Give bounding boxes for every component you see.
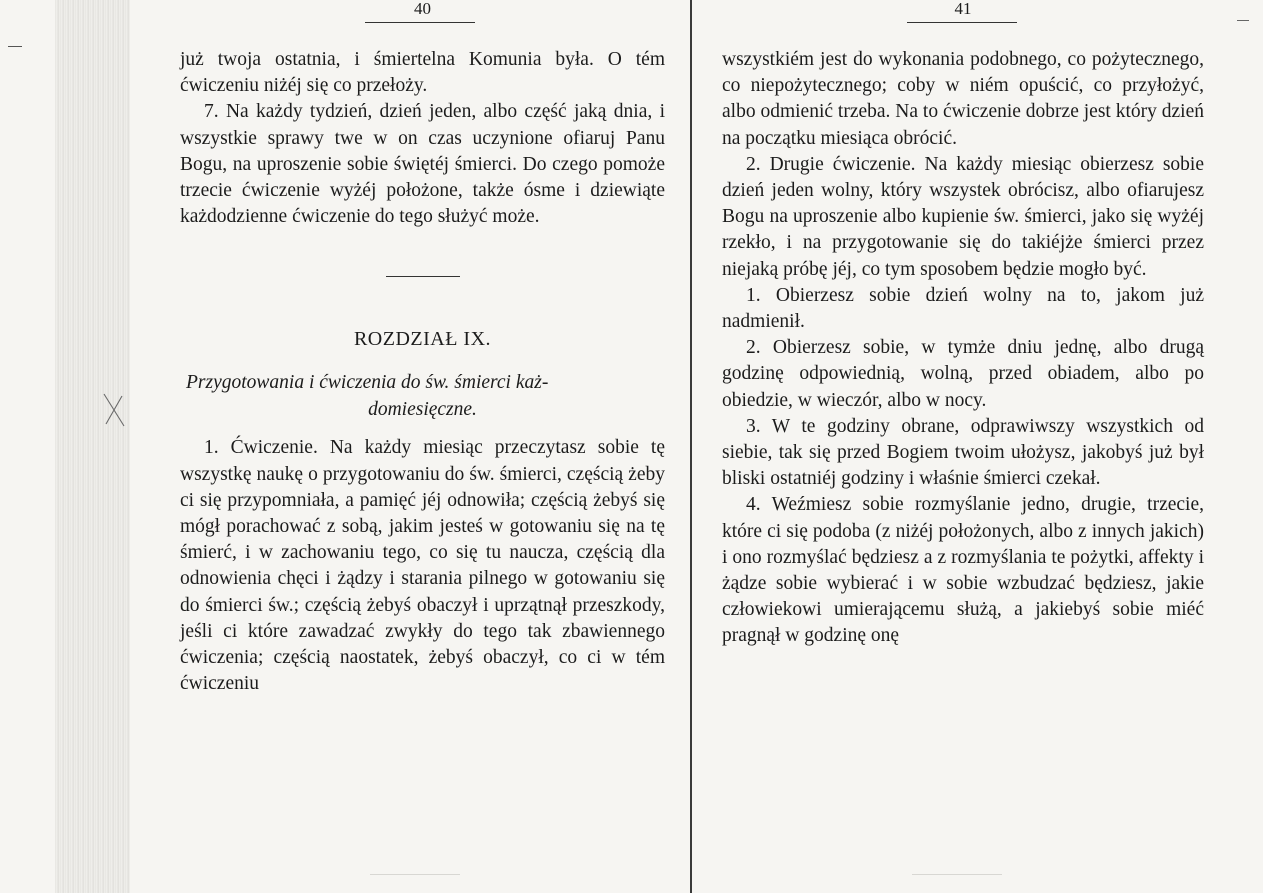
folio-rule (907, 22, 1017, 23)
right-page (722, 0, 1204, 893)
right-page-text (722, 47, 1204, 650)
chapter-subtitle (180, 369, 665, 423)
binding-shadow (55, 0, 130, 893)
edge-mark (8, 46, 22, 47)
chapter-subtitle-line1: Przygotowania i ćwiczenia do św. śmierci każ- (186, 372, 549, 394)
edge-mark-right (1237, 20, 1249, 21)
paragraph: już twoja ostatnia, i śmiertelna Komunia była. O tém ćwiczeniu niżéj się co przełoży. (180, 49, 665, 97)
paragraph: 1. Obierzesz sobie dzień wolny na to, jakom już nadmienił. (722, 284, 1204, 333)
paragraph: 4. Weźmiesz sobie rozmyślanie jedno, drugie, trzecie, które ci się podoba (z niżéj położonych, albo z innych jakich) i ono rozmyślać będziesz a z rozmyślania te pożytki, affekty i żądze sobie wybierać i w sobie wzbudzać będziesz, jakie człowiekowi umierającemu służą, a jakiebyś sobie miéć pragnął w godzinę onę (722, 494, 1204, 647)
paragraph: 2. Obierzesz sobie, w tymże dniu jednę, albo drugą godzinę odpowiednią, wolną, przed obiadem, albo po obiedzie, w wieczór, albo w nocy. (722, 337, 1204, 411)
left-page (180, 0, 665, 893)
chapter-rule (386, 276, 460, 277)
page-number: 41 (954, 0, 972, 18)
paragraph: wszystkiém jest do wykonania podobnego, co pożytecznego, co niepożytecznego; coby w niém opuścić, co przyłożyć, albo odmienić trzeba. Na to ćwiczenie dobrze jest który dzień na początku miesiąca obrócić. (722, 49, 1204, 149)
chapter-title: ROZDZIAŁ IX. (353, 328, 492, 351)
page-number: 40 (414, 0, 431, 18)
folio-rule (365, 22, 475, 23)
show-through (912, 874, 1002, 875)
paragraph: 2. Drugie ćwiczenie. Na każdy miesiąc obierzesz sobie dzień jeden wolny, który wszystek obrócisz, albo ofiarujesz Bogu na uproszenie albo kupienie św. śmierci, jako się wyżéj rzekło, i na przygotowanie się do takiéjże śmierci przez niejaką próbę jéj, co tym sposobem będzie mogło być. (722, 153, 1204, 280)
paragraph: 3. W te godziny obrane, odprawiwszy wszystkich od siebie, tak się przed Bogiem twoim ułożysz, jakobyś już był bliski ostatniéj godziny i właśnie śmierci czekał. (722, 415, 1204, 490)
chapter-subtitle-line2: domiesięczne. (368, 399, 477, 421)
paragraph: 1. Ćwiczenie. Na każdy miesiąc przeczytasz sobie tę wszystkę naukę o przygotowaniu do św. śmierci, częścią żeby ci się przypomniała, a pamięć jéj odnowiła; częścią żebyś się mógł porachować z sobą, jakim jesteś w gotowaniu się na tę śmierć, i w zachowaniu tego, co się tu naucza, częścią dla odnowienia chęci i żądzy i starania pilnego w gotowaniu się do śmierci św.; częścią żebyś obaczył i uprzątnął przeszkody, jeśli ci które zawadzać zwykły do tego tak zbawiennego ćwiczenia; częścią naostatek, żebyś obaczył, co ci w tém ćwiczeniu (180, 437, 665, 695)
show-through (370, 874, 460, 875)
gutter-line (690, 0, 692, 893)
paragraph: 7. Na każdy tydzień, dzień jeden, albo część jaką dnia, i wszystkie sprawy twe w on czas uczynione ofiaruj Panu Bogu, na uproszenie sobie świętéj śmierci. Do czego pomoże trzecie ćwiczenie wyżéj położone, także ósme i dziewiąte każdodzienne ćwiczenie do tego służyć może. (180, 101, 665, 228)
left-page-text (180, 47, 665, 697)
pencil-x-mark (100, 390, 128, 430)
